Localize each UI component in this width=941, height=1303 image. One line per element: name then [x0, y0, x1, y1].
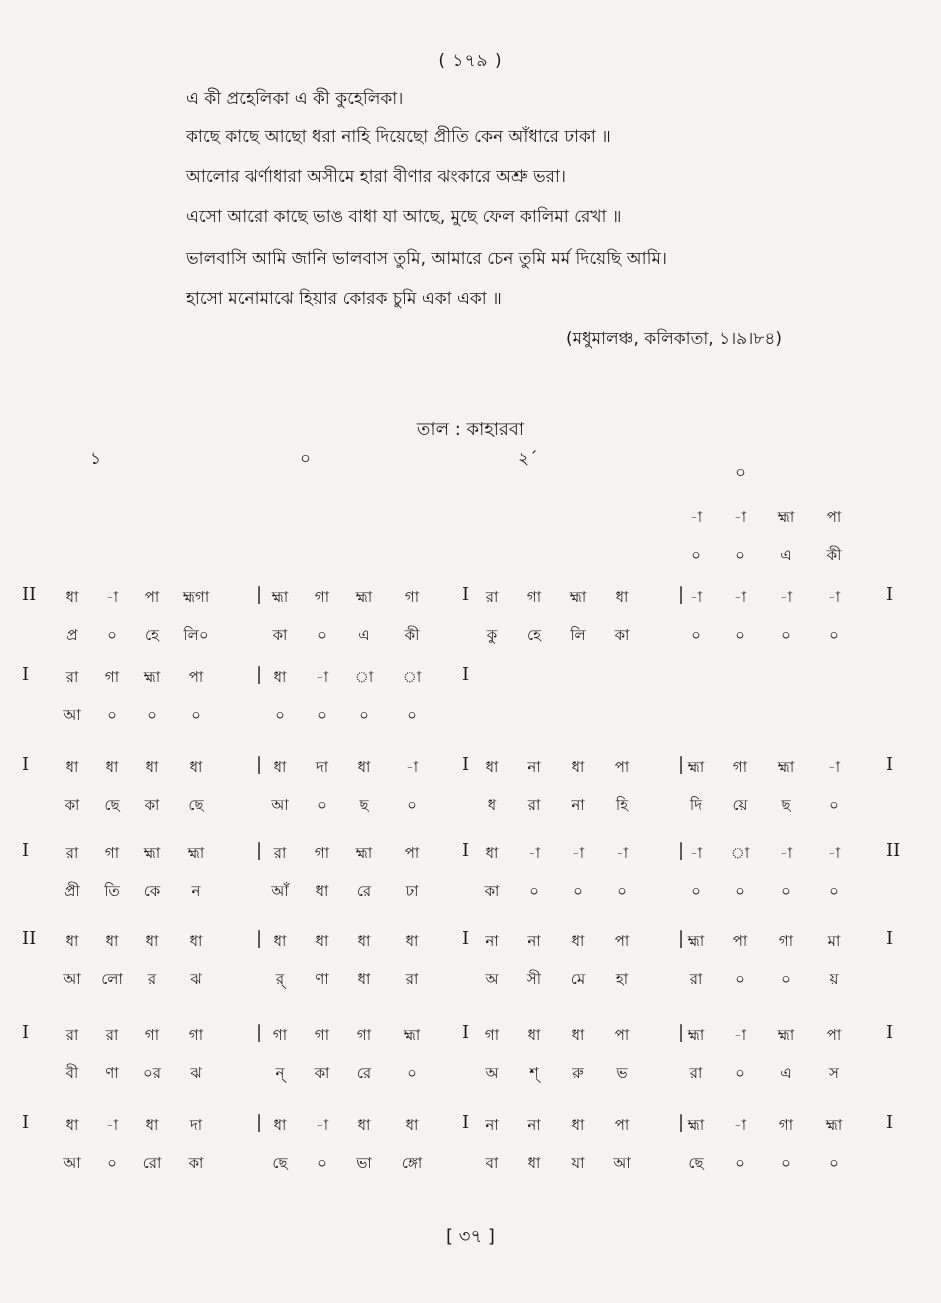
bar-line: II [22, 584, 37, 605]
swara-note: পা [732, 932, 748, 950]
swara-note: গা [404, 588, 420, 606]
swara-note: -া [689, 588, 703, 606]
swara-note: -া [827, 758, 841, 776]
bar-line: I [886, 1112, 894, 1133]
swara-note: দা [315, 758, 329, 776]
swara-note: ধা [571, 1116, 585, 1134]
swara-note: না [527, 1116, 541, 1134]
lyric-syllable: লো [101, 970, 123, 988]
swara-note: গা [526, 588, 542, 606]
lyric-syllable: এ [358, 626, 370, 644]
lyric-syllable: ভ [616, 1064, 628, 1082]
lyric-syllable: প্র [66, 626, 78, 644]
swara-note: -া [689, 844, 703, 862]
swara-note: -া [105, 1116, 119, 1134]
swara-note: গা [732, 758, 748, 776]
swara-note: পা [188, 668, 204, 686]
swara-note: ধা [105, 932, 119, 950]
pickup-swara: -া [733, 508, 747, 526]
lyric-syllable: রু [572, 1064, 584, 1082]
swara-note: ধা [273, 758, 287, 776]
lyric-syllable: শ্ [529, 1064, 539, 1082]
swara-note: পা [614, 932, 630, 950]
lyric-syllable: আ [63, 706, 81, 724]
lyric-syllable: কা [314, 1064, 330, 1082]
swara-note: ধা [485, 758, 499, 776]
pickup-swara: হ্মা [777, 508, 795, 526]
lyric-syllable: ধা [357, 970, 371, 988]
swara-note: ধা [65, 1116, 79, 1134]
bar-line: II [886, 840, 901, 861]
swara-note: ধা [571, 758, 585, 776]
swara-note: হ্মা [687, 1116, 705, 1134]
lyric-syllable: ০ [317, 706, 327, 724]
bar-line: I [886, 928, 894, 949]
swara-note: রা [273, 844, 287, 862]
swara-note: ধা [315, 932, 329, 950]
lyric-syllable: ০ [407, 1064, 417, 1082]
bar-line: I [462, 928, 470, 949]
swara-note: ধা [105, 758, 119, 776]
swara-note: গা [356, 1026, 372, 1044]
lyric-syllable: কা [64, 796, 80, 814]
swara-note: ধা [145, 758, 159, 776]
lyric-syllable: রে [356, 882, 372, 900]
swara-note: ধা [485, 844, 499, 862]
lyric-syllable: ঝ [190, 1064, 202, 1082]
lyric-syllable: য়ে [732, 796, 748, 814]
lyric-syllable: কু [486, 626, 498, 644]
lyric-syllable: ০ [107, 1154, 117, 1172]
swara-note: -া [615, 844, 629, 862]
swara-note: -া [405, 758, 419, 776]
lyric-syllable: ছে [188, 796, 204, 814]
swara-note: -া [315, 668, 329, 686]
lyric-syllable: ছ [781, 796, 791, 814]
swara-note: -া [779, 588, 793, 606]
lyric-syllable: এ [780, 1064, 792, 1082]
bar-line: I [886, 1022, 894, 1043]
swara-note: ধা [405, 932, 419, 950]
lyric-syllable: আ [271, 796, 289, 814]
lyric-syllable: যা [571, 1154, 585, 1172]
bar-line: | [256, 1022, 263, 1043]
lyric-syllable: ০ [735, 970, 745, 988]
pickup-swara: -া [689, 508, 703, 526]
swara-note: হ্মা [355, 588, 373, 606]
swara-note: -া [527, 844, 541, 862]
lyric-syllable: ঙ্গো [401, 1154, 423, 1172]
beat-mark: ০ [735, 463, 747, 483]
swara-note: ধা [65, 758, 79, 776]
lyric-syllable: ০ [691, 626, 701, 644]
lyric-line: আলোর ঝর্ণাধারা অসীমে হারা বীণার ঝংকারে অশ্রু ভরা। [186, 167, 566, 187]
lyric-syllable: র [147, 970, 157, 988]
bar-line: II [22, 928, 37, 949]
top-page-number: ( ১৭৯ ) [438, 51, 503, 71]
lyric-syllable: বী [65, 1064, 79, 1082]
swara-note: গা [104, 844, 120, 862]
bar-line: | [678, 1112, 685, 1133]
lyric-syllable: ঢা [405, 882, 419, 900]
swara-note: -া [571, 844, 585, 862]
lyric-syllable: সী [526, 970, 542, 988]
lyric-syllable: স [829, 1064, 839, 1082]
pickup-word: ০ [691, 546, 701, 564]
lyric-syllable: ধ [487, 796, 497, 814]
swara-note: -া [733, 1026, 747, 1044]
bar-line: | [678, 584, 685, 605]
lyric-syllable: ০ [317, 796, 327, 814]
lyric-line: হাসো মনোমাঝে হিয়ার কোরক চুমি একা একা ॥ [186, 289, 502, 309]
lyric-syllable: ধা [315, 882, 329, 900]
bottom-page-number: [ ৩৭ ] [446, 1226, 495, 1247]
lyric-syllable: না [571, 796, 585, 814]
lyric-syllable: ০ [317, 1154, 327, 1172]
tala-title: তাল : কাহারবা [416, 419, 525, 440]
swara-note: হ্মা [825, 1116, 843, 1134]
swara-note: া [730, 844, 750, 862]
swara-note: হ্মা [777, 1026, 795, 1044]
swara-note: রা [65, 668, 79, 686]
bar-line: | [256, 1112, 263, 1133]
lyric-syllable: ০র [142, 1064, 161, 1082]
lyric-syllable: রা [689, 1064, 703, 1082]
lyric-syllable: আঁ [271, 882, 289, 900]
pickup-word: ০ [735, 546, 745, 564]
bar-line: I [22, 664, 30, 685]
bar-line: | [256, 754, 263, 775]
lyric-syllable: ণা [315, 970, 329, 988]
lyric-syllable: ০ [573, 882, 583, 900]
swara-note: না [527, 758, 541, 776]
swara-note: ধা [273, 1116, 287, 1134]
lyric-syllable: হা [615, 970, 629, 988]
swara-note: হ্মা [569, 588, 587, 606]
lyric-syllable: ছে [104, 796, 120, 814]
swara-note: হ্মা [355, 844, 373, 862]
swara-note: হ্মা [271, 588, 289, 606]
lyric-syllable: ০ [317, 626, 327, 644]
swara-note: রা [65, 844, 79, 862]
lyric-syllable: ০ [407, 796, 417, 814]
lyric-syllable: প্রী [64, 882, 80, 900]
swara-note: গা [778, 1116, 794, 1134]
bar-line: I [22, 1112, 30, 1133]
lyric-syllable: ০ [529, 882, 539, 900]
swara-note: া [354, 668, 374, 686]
lyric-syllable: অ [485, 970, 499, 988]
lyric-syllable: রো [142, 1154, 162, 1172]
lyric-syllable: ০ [781, 1154, 791, 1172]
bar-line: I [462, 664, 470, 685]
swara-note: -া [827, 588, 841, 606]
lyric-syllable: ছে [688, 1154, 704, 1172]
lyric-syllable: কা [144, 796, 160, 814]
lyric-syllable: হে [145, 626, 159, 644]
swara-note: ধা [189, 932, 203, 950]
swara-note: মা [827, 932, 841, 950]
lyric-syllable: ০ [735, 1064, 745, 1082]
swara-note: হ্মা [187, 844, 205, 862]
lyric-syllable: কা [484, 882, 500, 900]
bar-line: I [886, 754, 894, 775]
lyric-syllable: দি [689, 796, 703, 814]
swara-note: পা [404, 844, 420, 862]
bar-line: I [462, 754, 470, 775]
lyric-syllable: ০ [691, 882, 701, 900]
bar-line: | [256, 664, 263, 685]
lyric-syllable: ০ [829, 796, 839, 814]
lyric-syllable: ণা [105, 1064, 119, 1082]
swara-note: না [527, 932, 541, 950]
swara-note: ধা [405, 1116, 419, 1134]
swara-note: হ্মগা [182, 588, 210, 606]
lyric-syllable: ন [191, 882, 201, 900]
swara-note: পা [614, 1026, 630, 1044]
bar-line: | [678, 754, 685, 775]
swara-note: পা [826, 1026, 842, 1044]
lyric-syllable: ০ [107, 626, 117, 644]
swara-note: হ্মা [687, 1026, 705, 1044]
lyric-syllable: ছে [272, 1154, 288, 1172]
beat-mark: ২´ [518, 449, 538, 469]
lyric-syllable: রা [689, 970, 703, 988]
swara-note: ধা [65, 932, 79, 950]
swara-note: হ্মা [143, 844, 161, 862]
lyric-syllable: ধা [527, 1154, 541, 1172]
lyric-syllable: মে [570, 970, 586, 988]
swara-note: ধা [615, 588, 629, 606]
swara-note: পা [614, 1116, 630, 1134]
lyric-syllable: রা [405, 970, 419, 988]
lyric-syllable: ন্ [275, 1064, 285, 1082]
swara-note: ধা [273, 932, 287, 950]
beat-mark: ০ [300, 449, 312, 469]
pickup-word: এ [780, 546, 792, 564]
lyric-syllable: ০ [781, 626, 791, 644]
lyric-syllable: ০ [147, 706, 157, 724]
swara-note: -া [733, 1116, 747, 1134]
swara-note: ধা [571, 1026, 585, 1044]
swara-note: রা [485, 588, 499, 606]
lyric-syllable: ০ [735, 882, 745, 900]
lyric-syllable: ০ [829, 626, 839, 644]
lyric-line: এ কী প্রহেলিকা এ কী কুহেলিকা। [186, 89, 404, 109]
swara-note: -া [733, 588, 747, 606]
lyric-syllable: হে [527, 626, 541, 644]
swara-note: না [485, 932, 499, 950]
lyric-syllable: লি [570, 626, 586, 644]
lyric-syllable: য় [829, 970, 839, 988]
swara-note: -া [315, 1116, 329, 1134]
swara-note: রা [105, 1026, 119, 1044]
lyric-syllable: ০ [275, 706, 285, 724]
source-citation: (মধুমালঞ্চ, কলিকাতা, ১।৯।৮৪) [566, 329, 782, 349]
swara-note: গা [272, 1026, 288, 1044]
lyric-syllable: কে [143, 882, 161, 900]
pickup-word: কী [826, 546, 842, 564]
lyric-syllable: তি [104, 882, 120, 900]
swara-note: ধা [145, 1116, 159, 1134]
lyric-syllable: আ [613, 1154, 631, 1172]
bar-line: | [678, 928, 685, 949]
lyric-syllable: রা [527, 796, 541, 814]
beat-mark: ১ [90, 449, 102, 469]
swara-note: গা [314, 1026, 330, 1044]
swara-note: ধা [571, 932, 585, 950]
swara-note: ধা [273, 668, 287, 686]
swara-note: ধা [65, 588, 79, 606]
bar-line: | [256, 840, 263, 861]
lyric-syllable: লি০ [183, 626, 209, 644]
swara-note: ধা [357, 758, 371, 776]
lyric-syllable: ০ [781, 882, 791, 900]
swara-note: ধা [357, 932, 371, 950]
swara-note: গা [778, 932, 794, 950]
lyric-line: ভালবাসি আমি জানি ভালবাস তুমি, আমারে চেন তুমি মর্ম দিয়েছি আমি। [186, 249, 667, 269]
bar-line: I [462, 840, 470, 861]
lyric-syllable: ০ [781, 970, 791, 988]
swara-note: ধা [527, 1026, 541, 1044]
swara-note: া [402, 668, 422, 686]
swara-note: গা [188, 1026, 204, 1044]
lyric-syllable: কা [272, 626, 288, 644]
lyric-syllable: ০ [829, 1154, 839, 1172]
swara-note: -া [105, 588, 119, 606]
bar-line: | [256, 584, 263, 605]
lyric-syllable: ০ [407, 706, 417, 724]
bar-line: I [462, 1022, 470, 1043]
lyric-syllable: আ [63, 1154, 81, 1172]
swara-note: হ্মা [777, 758, 795, 776]
lyric-line: এসো আরো কাছে ভাঙ বাধা যা আছে, মুছে ফেল কালিমা রেখা ॥ [186, 207, 622, 227]
lyric-syllable: ০ [735, 1154, 745, 1172]
bar-line: I [22, 1022, 30, 1043]
swara-note: গা [144, 1026, 160, 1044]
lyric-syllable: ০ [191, 706, 201, 724]
swara-note: না [485, 1116, 499, 1134]
lyric-syllable: ০ [107, 706, 117, 724]
swara-note: হ্মা [687, 932, 705, 950]
swara-note: ধা [189, 758, 203, 776]
bar-line: I [462, 584, 470, 605]
lyric-syllable: রে [356, 1064, 372, 1082]
lyric-syllable: ০ [359, 706, 369, 724]
lyric-syllable: ভা [356, 1154, 372, 1172]
bar-line: | [256, 928, 263, 949]
lyric-syllable: ০ [829, 882, 839, 900]
bar-line: I [462, 1112, 470, 1133]
swara-note: -া [827, 844, 841, 862]
bar-line: I [22, 754, 30, 775]
swara-note: গা [104, 668, 120, 686]
pickup-swara: পা [826, 508, 842, 526]
lyric-syllable: ০ [617, 882, 627, 900]
swara-note: দা [189, 1116, 203, 1134]
lyric-syllable: হি [615, 796, 629, 814]
swara-note: -া [779, 844, 793, 862]
lyric-syllable: আ [63, 970, 81, 988]
bar-line: | [678, 1022, 685, 1043]
lyric-syllable: ঝ [190, 970, 202, 988]
swara-note: রা [65, 1026, 79, 1044]
lyric-syllable: অ [485, 1064, 499, 1082]
swara-note: গা [314, 844, 330, 862]
lyric-syllable: কা [614, 626, 630, 644]
lyric-syllable: ০ [735, 626, 745, 644]
lyric-syllable: কী [404, 626, 420, 644]
lyric-syllable: কা [188, 1154, 204, 1172]
bar-line: | [678, 840, 685, 861]
swara-note: গা [484, 1026, 500, 1044]
bar-line: I [886, 584, 894, 605]
lyric-syllable: র্ [275, 970, 285, 988]
swara-note: হ্মা [687, 758, 705, 776]
bar-line: I [22, 840, 30, 861]
swara-note: হ্মা [143, 668, 161, 686]
swara-note: ধা [357, 1116, 371, 1134]
swara-note: পা [614, 758, 630, 776]
lyric-line: কাছে কাছে আছো ধরা নাহি দিয়েছো প্রীতি কেন আঁধারে ঢাকা ॥ [186, 127, 611, 147]
lyric-syllable: বা [485, 1154, 499, 1172]
swara-note: ধা [145, 932, 159, 950]
swara-note: হ্মা [403, 1026, 421, 1044]
swara-note: গা [314, 588, 330, 606]
swara-note: পা [144, 588, 160, 606]
lyric-syllable: ছ [359, 796, 369, 814]
